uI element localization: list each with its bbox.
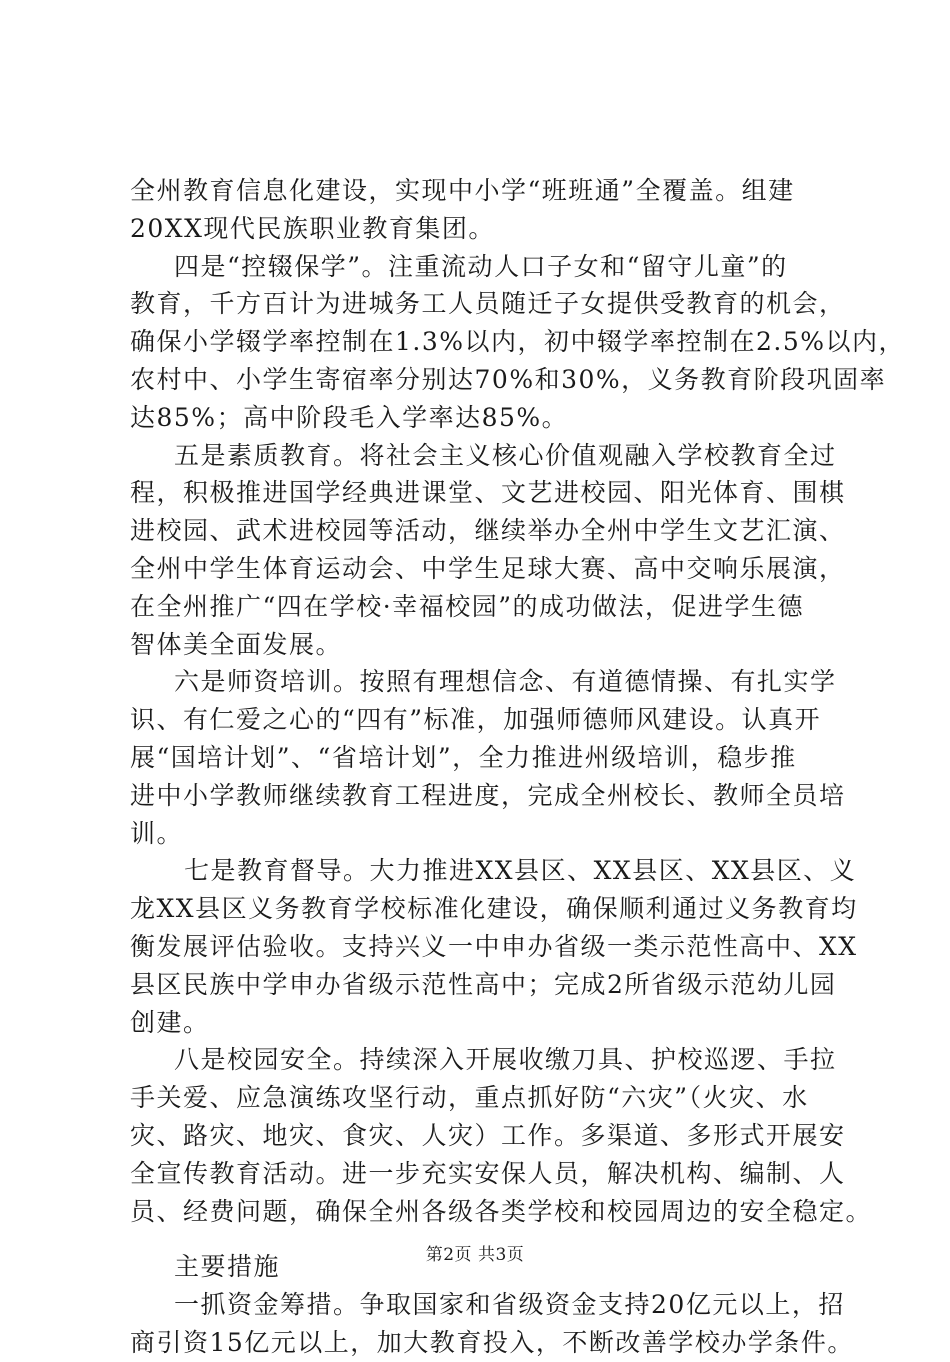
text-line: 一抓资金筹措。争取国家和省级资金支持20亿元以上，招 (174, 1290, 845, 1320)
text-line: 全州中学生体育运动会、中学生足球大赛、高中交响乐展演， (130, 553, 846, 583)
section-heading: 主要措施 (174, 1252, 281, 1282)
paragraph-5 (130, 852, 858, 1041)
text-line: 七是教育督导。大力推进XX县区、XX县区、XX县区、义 (184, 856, 857, 886)
text-line: 进校园、武术进校园等活动，继续举办全州中学生文艺汇演、 (130, 516, 846, 546)
paragraph-7 (130, 1286, 854, 1362)
paragraph-3 (130, 437, 846, 664)
text-line: 智体美全面发展。 (130, 629, 343, 659)
text-line: 20XX现代民族职业教育集团。 (130, 213, 495, 243)
paragraph-2 (130, 248, 906, 437)
text-line: 全宣传教育活动。进一步充实安保人员，解决机构、编制、人 (130, 1158, 846, 1188)
text-line: 八是校园安全。持续深入开展收缴刀具、护校巡逻、手拉 (174, 1045, 837, 1075)
text-line: 五是素质教育。将社会主义核心价值观融入学校教育全过 (174, 440, 837, 470)
text-line: 教育，千方百计为进城务工人员随迁子女提供受教育的机会， (130, 289, 846, 319)
paragraph-6 (130, 1041, 873, 1230)
page-footer (0, 1240, 950, 1265)
text-line: 手关爱、应急演练攻坚行动，重点抓好防“六灾”（火灾、水 (130, 1083, 809, 1113)
text-line: 六是师资培训。按照有理想信念、有道德情操、有扎实学 (174, 667, 837, 697)
text-line: 创建。 (130, 1007, 210, 1037)
paragraph-4 (130, 663, 846, 852)
text-line: 灾、路灾、地灾、食灾、人灾）工作。多渠道、多形式开展安 (130, 1120, 846, 1150)
text-line: 员、经费问题，确保全州各级各类学校和校园周边的安全稳定。 (130, 1196, 873, 1226)
text-line: 达85%；高中阶段毛入学率达85%。 (130, 402, 569, 432)
text-line: 程，积极推进国学经典进课堂、文艺进校园、阳光体育、围棋 (130, 478, 846, 508)
text-line: 进中小学教师继续教育工程进度，完成全州校长、教师全员培 (130, 780, 846, 810)
text-line: 龙XX县区义务教育学校标准化建设，确保顺利通过义务教育均 (130, 894, 858, 924)
text-line: 确保小学辍学率控制在1.3%以内，初中辍学率控制在2.5%以内， (130, 327, 906, 357)
text-line: 识、有仁爱之心的“四有”标准，加强师德师风建设。认真开 (130, 705, 822, 735)
paragraph-1 (130, 172, 830, 248)
document-body (130, 172, 906, 1362)
page-number: 第2页 共3页 (425, 1245, 525, 1265)
text-line: 在全州推广“四在学校·幸福校园”的成功做法，促进学生德 (130, 591, 805, 621)
text-line: 四是“控辍保学”。注重流动人口子女和“留守儿童”的 (174, 251, 788, 281)
text-line: 县区民族中学申办省级示范性高中；完成2所省级示范幼儿园 (130, 969, 837, 999)
text-line: 展“国培计划”、“省培计划”，全力推进州级培训，稳步推 (130, 742, 797, 772)
text-line: 商引资15亿元以上，加大教育投入，不断改善学校办学条件。 (130, 1327, 854, 1357)
text-line: 训。 (130, 818, 184, 848)
text-line: 农村中、小学生寄宿率分别达70%和30%，义务教育阶段巩固率 (130, 364, 887, 394)
text-line: 衡发展评估验收。支持兴义一中申办省级一类示范性高中、XX (130, 931, 858, 961)
text-line: 全州教育信息化建设，实现中小学“班班通”全覆盖。组建 (130, 176, 795, 205)
